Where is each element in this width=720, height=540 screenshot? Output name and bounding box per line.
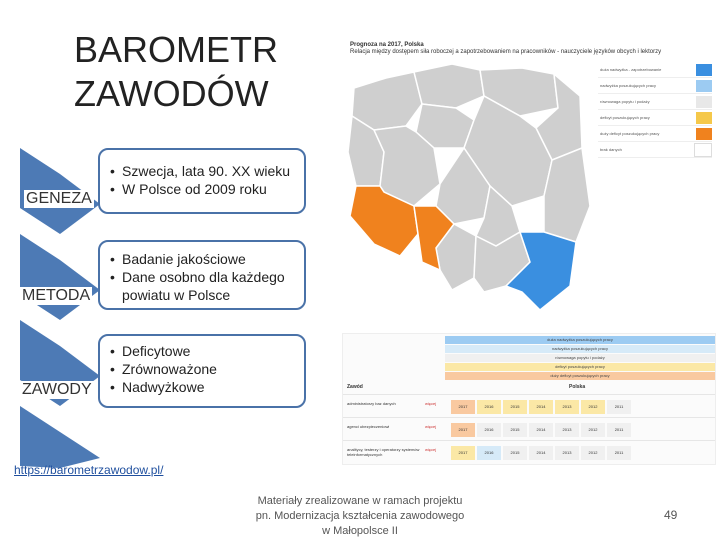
more-link[interactable]: więcej — [425, 447, 437, 452]
table-row[interactable]: analitycy, testerzy i operatorzy systemów teleinformatycznych więcej 2017 2016 2015 2014 2013 2012 2011 — [343, 440, 715, 463]
map-heading: Prognoza na 2017, Polska — [350, 42, 424, 48]
legend-row: równowaga popytu i podaży — [598, 94, 712, 110]
poland-map — [344, 56, 594, 321]
box-metoda — [98, 240, 306, 310]
footer-line-2: pn. Modernizacja kształcenia zawodowego — [255, 510, 465, 522]
box-zawody — [98, 334, 306, 408]
bullet-item: • W Polsce od 2009 roku — [122, 180, 296, 198]
legend-row: nadwyżka poszukujących pracy — [598, 78, 712, 94]
footer-credits — [250, 494, 470, 539]
legend-row: brak danych — [598, 142, 712, 158]
table-band: duży deficyt poszukujących pracy — [445, 372, 715, 380]
bullet-item: • Dane osobno dla każdego powiatu w Polsce — [122, 268, 296, 304]
chevron-metoda — [20, 234, 100, 320]
map-screenshot — [344, 36, 714, 326]
table-band: duża nadwyżka poszukujących pracy — [445, 336, 715, 344]
title-line-1: BAROMETR — [74, 29, 279, 70]
legend-row: duży deficyt poszukujących pracy — [598, 126, 712, 142]
row-label-geneza: GENEZA — [26, 190, 92, 207]
bullet-item: • Deficytowe — [122, 342, 296, 360]
bullet-item: • Zrównoważone — [122, 360, 296, 378]
bullet-item: • Badanie jakościowe — [122, 250, 296, 268]
row-label-zawody: ZAWODY — [22, 381, 92, 398]
title-line-2: ZAWODÓW — [74, 73, 269, 114]
bullet-item: • Szwecja, lata 90. XX wieku — [122, 162, 296, 180]
table-region-header: Polska — [569, 384, 586, 390]
row-label-metoda: METODA — [22, 287, 91, 304]
table-band: równowaga popytu i podaży — [445, 354, 715, 362]
slide-title — [74, 28, 294, 116]
region-lubelskie — [544, 148, 590, 242]
region-zachodniopomorskie — [352, 72, 422, 130]
box-geneza — [98, 148, 306, 214]
legend-row: duża nadwyżka - zapotrzebowanie — [598, 62, 712, 78]
page-number: 49 — [664, 508, 678, 522]
table-band: nadwyżka poszukujących pracy — [445, 345, 715, 353]
table-row[interactable]: agenci ubezpieczeniowi więcej 2017 2016 2015 2014 2013 2012 2011 — [343, 417, 715, 440]
bullet-item: • Nadwyżkowe — [122, 378, 296, 396]
table-row[interactable]: administratorzy baz danych więcej 2017 2016 2015 2014 2013 2012 2011 — [343, 394, 715, 417]
region-pomorskie — [414, 64, 484, 108]
more-link[interactable]: więcej — [425, 401, 437, 406]
footer-line-1: Materiały zrealizowane w ramach projektu — [257, 495, 463, 507]
footer-line-3: w Małopolsce II — [322, 525, 398, 537]
barometr-link[interactable]: https://barometrzawodow.pl/ — [14, 463, 164, 477]
table-band: deficyt poszukujących pracy — [445, 363, 715, 371]
legend-row: deficyt poszukujących pracy — [598, 110, 712, 126]
more-link[interactable]: więcej — [425, 424, 437, 429]
map-legend — [598, 62, 712, 158]
table-col-header: Zawód — [347, 384, 363, 390]
map-subheading: Relacja między dostępem siła roboczej a zapotrzebowaniem na pracowników - nauczyciele języków obcych i lektorzy — [350, 49, 662, 55]
table-screenshot — [342, 333, 716, 465]
